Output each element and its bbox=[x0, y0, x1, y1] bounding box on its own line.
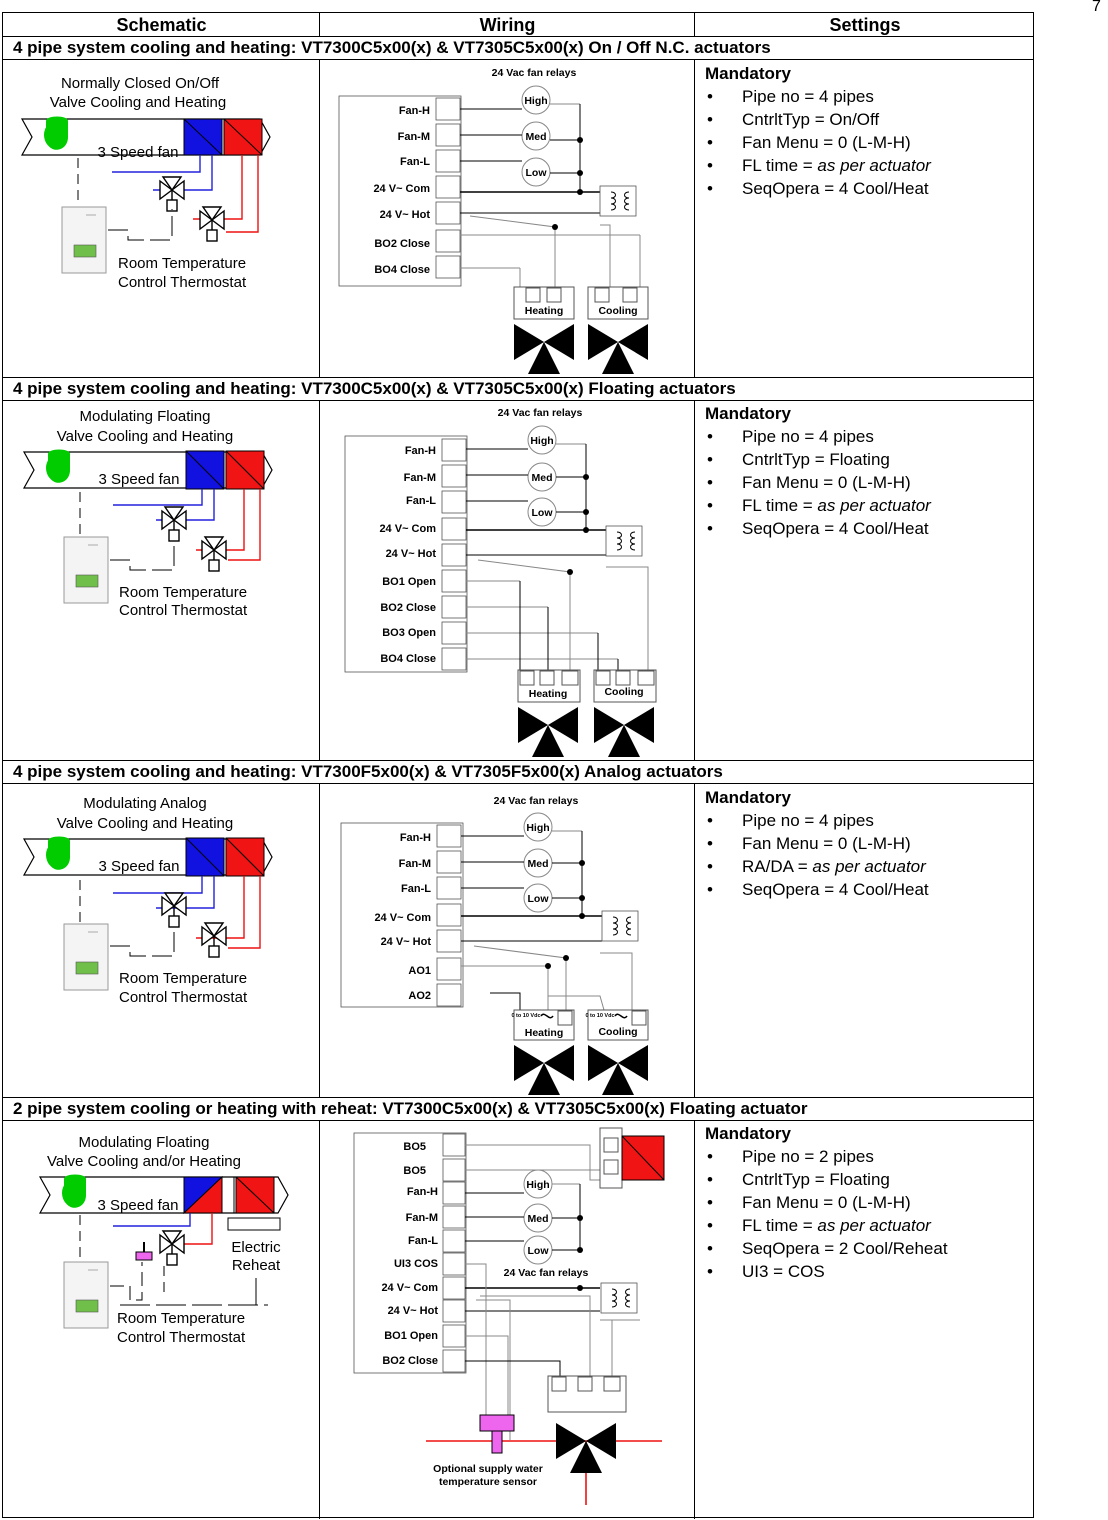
svg-text:Cooling: Cooling bbox=[598, 305, 638, 317]
svg-text:Low: Low bbox=[525, 167, 547, 179]
fan-label-1: 3 Speed fan bbox=[97, 144, 179, 161]
valve-caption-1a: Normally Closed On/Off bbox=[60, 75, 220, 92]
svg-text:Fan-L: Fan-L bbox=[400, 156, 430, 168]
setting-item: • Pipe no = 2 pipes bbox=[705, 1145, 1025, 1168]
svg-text:Med: Med bbox=[527, 858, 549, 870]
svg-text:Valve Cooling and/or Heating: Valve Cooling and/or Heating bbox=[46, 1153, 242, 1170]
section-title-3: 4 pipe system cooling and heating: VT7300F5x00(x) & VT7305F5x00(x) Analog actuators bbox=[13, 762, 723, 781]
svg-text:High: High bbox=[524, 95, 548, 107]
thermostat-icon bbox=[62, 207, 106, 273]
svg-text:BO1 Open: BO1 Open bbox=[384, 1330, 438, 1342]
setting-item: • RA/DA = as per actuator bbox=[705, 855, 1025, 878]
schematic-4 bbox=[40, 1134, 288, 1346]
svg-text:Med: Med bbox=[531, 472, 553, 484]
svg-text:3 Speed fan: 3 Speed fan bbox=[98, 471, 180, 488]
valve-caption-1b: Valve Cooling and Heating bbox=[49, 94, 227, 111]
svg-text:Fan-H: Fan-H bbox=[399, 832, 431, 844]
svg-text:Heating: Heating bbox=[528, 688, 568, 700]
svg-text:Modulating Analog: Modulating Analog bbox=[83, 795, 207, 812]
svg-text:3 Speed fan: 3 Speed fan bbox=[98, 858, 180, 875]
svg-text:Cooling: Cooling bbox=[598, 1026, 638, 1038]
svg-text:24 Vac fan relays: 24 Vac fan relays bbox=[493, 795, 579, 807]
svg-text:Control Thermostat: Control Thermostat bbox=[119, 602, 248, 619]
svg-text:UI3 COS: UI3 COS bbox=[393, 1258, 438, 1270]
setting-item: • Pipe no = 4 pipes bbox=[705, 809, 1025, 832]
svg-text:Fan-L: Fan-L bbox=[408, 1235, 438, 1247]
svg-text:High: High bbox=[530, 435, 554, 447]
svg-text:Med: Med bbox=[527, 1213, 549, 1225]
setting-item: • CntrltTyp = Floating bbox=[705, 1168, 1025, 1191]
schematic-3 bbox=[24, 795, 272, 1006]
section-title-4: 2 pipe system cooling or heating with reheat: VT7300C5x00(x) & VT7305C5x00(x) Floating actuator bbox=[13, 1099, 808, 1118]
heating-actuator-valve-icon bbox=[514, 324, 574, 374]
svg-text:High: High bbox=[526, 822, 550, 834]
setting-item: • Pipe no = 4 pipes bbox=[705, 85, 1025, 108]
svg-text:24 V~ Com: 24 V~ Com bbox=[379, 523, 436, 535]
svg-text:Room Temperature: Room Temperature bbox=[117, 1310, 246, 1327]
svg-text:BO4 Close: BO4 Close bbox=[380, 653, 436, 665]
heating-valve-icon bbox=[200, 207, 224, 241]
setting-item: • CntrltTyp = On/Off bbox=[705, 108, 1025, 131]
svg-text:24 V~ Hot: 24 V~ Hot bbox=[387, 1305, 438, 1317]
thermostat-label-1b: Control Thermostat bbox=[118, 274, 247, 291]
section-title-2: 4 pipe system cooling and heating: VT7300C5x00(x) & VT7305C5x00(x) Floating actuators bbox=[13, 379, 736, 398]
setting-item: • Fan Menu = 0 (L-M-H) bbox=[705, 1191, 1025, 1214]
svg-text:BO1 Open: BO1 Open bbox=[382, 576, 436, 588]
svg-text:0 to 10 Vdc: 0 to 10 Vdc bbox=[585, 1013, 615, 1019]
svg-text:Heating: Heating bbox=[524, 305, 564, 317]
cooling-actuator-valve-icon bbox=[594, 707, 654, 757]
setting-item: • FL time = as per actuator bbox=[705, 494, 1025, 517]
wiring-1 bbox=[339, 67, 648, 374]
wiring-4 bbox=[354, 1128, 664, 1505]
svg-text:BO5: BO5 bbox=[403, 1141, 426, 1153]
svg-text:temperature sensor: temperature sensor bbox=[438, 1476, 538, 1488]
svg-text:Fan-L: Fan-L bbox=[406, 495, 436, 507]
svg-text:BO2 Close: BO2 Close bbox=[380, 602, 436, 614]
setting-item: • Fan Menu = 0 (L-M-H) bbox=[705, 471, 1025, 494]
setting-item: • Pipe no = 4 pipes bbox=[705, 425, 1025, 448]
svg-text:Room Temperature: Room Temperature bbox=[119, 584, 248, 601]
svg-text:Modulating Floating: Modulating Floating bbox=[79, 408, 211, 425]
heating-actuator-valve-icon bbox=[514, 1045, 574, 1095]
setting-item: • FL time = as per actuator bbox=[705, 1214, 1025, 1237]
column-header-settings: Settings bbox=[829, 15, 901, 35]
svg-text:Low: Low bbox=[527, 893, 549, 905]
svg-text:AO2: AO2 bbox=[408, 990, 431, 1002]
svg-text:Fan-H: Fan-H bbox=[398, 105, 430, 117]
svg-text:24 Vac fan relays: 24 Vac fan relays bbox=[491, 67, 577, 79]
actuator-valve-icon bbox=[556, 1423, 616, 1473]
cooling-valve-icon bbox=[160, 177, 184, 211]
setting-item: • CntrltTyp = Floating bbox=[705, 448, 1025, 471]
setting-item: • SeqOpera = 2 Cool/Reheat bbox=[705, 1237, 1025, 1260]
svg-text:Fan-M: Fan-M bbox=[403, 472, 436, 484]
setting-item: • SeqOpera = 4 Cool/Heat bbox=[705, 517, 1025, 540]
svg-text:BO5: BO5 bbox=[403, 1165, 426, 1177]
svg-text:Fan-H: Fan-H bbox=[404, 445, 436, 457]
svg-text:BO2 Close: BO2 Close bbox=[374, 238, 430, 250]
page-number: 7 bbox=[1092, 0, 1101, 15]
svg-text:Low: Low bbox=[531, 507, 553, 519]
svg-text:24 V~ Hot: 24 V~ Hot bbox=[385, 548, 436, 560]
svg-text:Fan-H: Fan-H bbox=[406, 1186, 438, 1198]
column-header-wiring: Wiring bbox=[479, 15, 536, 35]
section-title-1: 4 pipe system cooling and heating: VT7300C5x00(x) & VT7305C5x00(x) On / Off N.C. actuators bbox=[13, 38, 771, 57]
svg-text:Valve Cooling and Heating: Valve Cooling and Heating bbox=[56, 815, 234, 832]
setting-item: • SeqOpera = 4 Cool/Heat bbox=[705, 177, 1025, 200]
wiring-3 bbox=[341, 795, 648, 1095]
svg-text:24 V~ Hot: 24 V~ Hot bbox=[380, 936, 431, 948]
svg-text:High: High bbox=[526, 1179, 550, 1191]
column-header-schematic: Schematic bbox=[116, 15, 207, 35]
svg-text:24 Vac fan relays: 24 Vac fan relays bbox=[503, 1267, 589, 1279]
svg-text:0 to 10 Vdc: 0 to 10 Vdc bbox=[511, 1013, 541, 1019]
heating-actuator-valve-icon bbox=[518, 707, 578, 757]
thermostat-label-1a: Room Temperature bbox=[118, 255, 247, 272]
svg-text:Electric: Electric bbox=[231, 1239, 281, 1256]
svg-text:24 V~ Com: 24 V~ Com bbox=[373, 183, 430, 195]
cooling-actuator-valve-icon bbox=[588, 1045, 648, 1095]
svg-text:Fan-M: Fan-M bbox=[398, 858, 431, 870]
setting-item: • Fan Menu = 0 (L-M-H) bbox=[705, 131, 1025, 154]
svg-text:24 V~ Hot: 24 V~ Hot bbox=[379, 209, 430, 221]
svg-text:Heating: Heating bbox=[524, 1027, 564, 1039]
svg-text:Reheat: Reheat bbox=[231, 1257, 281, 1274]
sensor-icon bbox=[480, 1415, 514, 1431]
setting-item: • Fan Menu = 0 (L-M-H) bbox=[705, 832, 1025, 855]
svg-text:Fan-L: Fan-L bbox=[401, 883, 431, 895]
svg-text:Modulating Floating: Modulating Floating bbox=[78, 1134, 210, 1151]
svg-text:24 V~ Com: 24 V~ Com bbox=[381, 1282, 438, 1294]
svg-text:24 V~ Com: 24 V~ Com bbox=[374, 912, 431, 924]
svg-text:Control Thermostat: Control Thermostat bbox=[119, 989, 248, 1006]
setting-item: • SeqOpera = 4 Cool/Heat bbox=[705, 878, 1025, 901]
svg-text:Valve Cooling and Heating: Valve Cooling and Heating bbox=[56, 428, 234, 445]
setting-item: • UI3 = COS bbox=[705, 1260, 1025, 1283]
setting-item: • FL time = as per actuator bbox=[705, 154, 1025, 177]
svg-text:BO2 Close: BO2 Close bbox=[382, 1355, 438, 1367]
svg-text:Room Temperature: Room Temperature bbox=[119, 970, 248, 987]
svg-text:Optional supply water: Optional supply water bbox=[433, 1463, 543, 1475]
svg-text:Cooling: Cooling bbox=[604, 686, 644, 698]
settings-heading: Mandatory bbox=[705, 788, 791, 807]
svg-text:Med: Med bbox=[525, 131, 547, 143]
svg-text:BO3 Open: BO3 Open bbox=[382, 627, 436, 639]
wiring-2 bbox=[345, 407, 656, 757]
svg-text:Fan-M: Fan-M bbox=[405, 1212, 438, 1224]
settings-heading: Mandatory bbox=[705, 1124, 791, 1143]
svg-text:BO4 Close: BO4 Close bbox=[374, 264, 430, 276]
cooling-actuator-valve-icon bbox=[588, 324, 648, 374]
schematic-2 bbox=[24, 408, 272, 619]
schematic-1 bbox=[22, 75, 270, 291]
svg-text:AO1: AO1 bbox=[408, 965, 431, 977]
svg-text:Control Thermostat: Control Thermostat bbox=[117, 1329, 246, 1346]
settings-heading: Mandatory bbox=[705, 404, 791, 423]
svg-text:3 Speed fan: 3 Speed fan bbox=[97, 1197, 179, 1214]
settings-heading: Mandatory bbox=[705, 64, 791, 83]
svg-text:Fan-M: Fan-M bbox=[397, 131, 430, 143]
svg-text:Low: Low bbox=[527, 1245, 549, 1257]
svg-text:24 Vac fan relays: 24 Vac fan relays bbox=[497, 407, 583, 419]
